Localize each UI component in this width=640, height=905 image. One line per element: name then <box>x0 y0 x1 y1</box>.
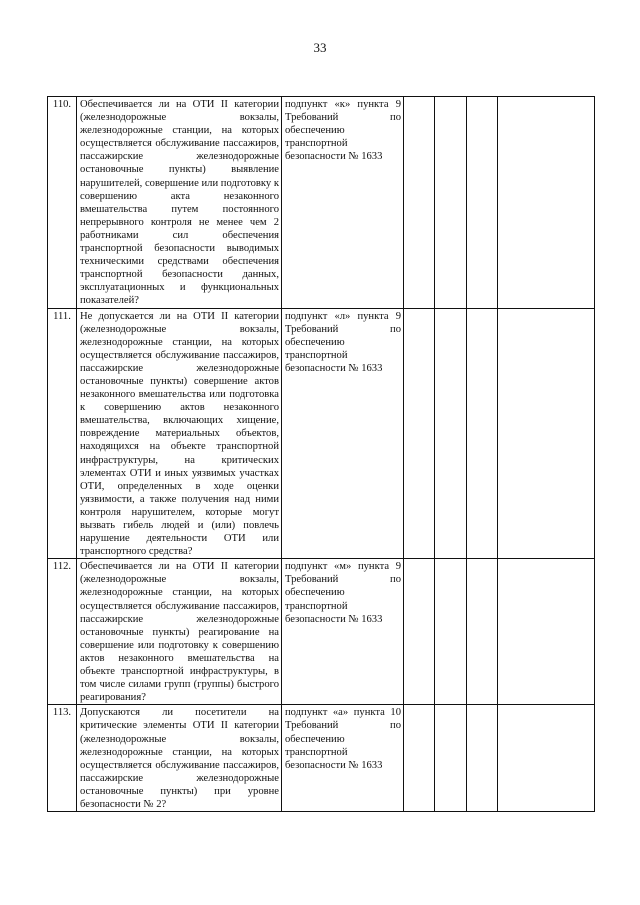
row-number-cell: 111. <box>48 308 77 559</box>
empty-cell[interactable] <box>498 308 595 559</box>
empty-cell[interactable] <box>404 308 435 559</box>
reference-cell <box>282 97 404 309</box>
empty-cell[interactable] <box>498 97 595 309</box>
table-row <box>48 559 595 705</box>
question-text: Обеспечивается ли на ОТИ II категории (железнодорожные вокзалы, железнодорожные станции, на которых осуществляется обслуживание пассажиров, пассажирские железнодорожные остановочные пункты) реагирование на совершение или подготовку к совершению актов незаконного вмешательства на объекте транспортной инфраструктуры, в том числе силами групп (группы) быстрого реагирования? <box>80 561 279 704</box>
table-row <box>48 308 595 559</box>
checklist-table <box>47 96 595 812</box>
empty-cell[interactable] <box>435 559 467 705</box>
reference-cell <box>282 705 404 812</box>
empty-cell[interactable] <box>435 308 467 559</box>
empty-cell[interactable] <box>404 705 435 812</box>
question-text: Допускаются ли посетители на критические элементы ОТИ II категории (железнодорожные вокзалы, железнодорожные станции, на которых осуществляется обслуживание пассажиров, пассажирские железнодорожные остановочные пункты) при уровне безопасности № 2? <box>80 707 279 810</box>
question-cell <box>77 308 282 559</box>
empty-cell[interactable] <box>435 705 467 812</box>
question-cell <box>77 705 282 812</box>
empty-cell[interactable] <box>404 559 435 705</box>
question-cell <box>77 97 282 309</box>
reference-cell <box>282 559 404 705</box>
empty-cell[interactable] <box>467 97 498 309</box>
table-row <box>48 97 595 309</box>
empty-cell[interactable] <box>435 97 467 309</box>
reference-text: подпункт «а» пункта 10 Требований по обеспечению транспортной безопасности № 1633 <box>285 707 401 771</box>
page-number: 33 <box>313 40 327 55</box>
reference-text: подпункт «к» пункта 9 Требований по обеспечению транспортной безопасности № 1633 <box>285 99 401 163</box>
reference-text: подпункт «л» пункта 9 Требований по обеспечению транспортной безопасности № 1633 <box>285 310 401 374</box>
empty-cell[interactable] <box>467 705 498 812</box>
question-text: Обеспечивается ли на ОТИ II категории (железнодорожные вокзалы, железнодорожные станции, на которых осуществляется обслуживание пассажиров, пассажирские железнодорожные остановочные пункты) выявление нарушителей, совершение или подготовку к совершению акта незаконного вмешательства путем постоянного непрерывного контроля не менее чем 2 работниками сил обеспечения транспортной безопасности выводимых техническими средствами обеспечения транспортной безопасности данных, эксплуатационных и функциональных показателей? <box>80 99 279 307</box>
empty-cell[interactable] <box>404 97 435 309</box>
question-text: Не допускается ли на ОТИ II категории (железнодорожные вокзалы, железнодорожные станции, на которых осуществляется обслуживание пассажиров, пассажирские железнодорожные остановочные пункты) совершение актов незаконного вмешательства или подготовка к совершению актов незаконного вмешательства, включающих хищение, повреждение материальных объектов, находящихся на объекте транспортной инфраструктуры, на критических элементах ОТИ и иных уязвимых участках ОТИ, определенных в ходе оценки уязвимости, а также получения над ними контроля нарушителем, которые могут вызвать гибель людей и (или) повлечь нарушение деятельности ОТИ или транспортного средства? <box>80 310 279 558</box>
row-number-cell: 112. <box>48 559 77 705</box>
reference-cell <box>282 308 404 559</box>
empty-cell[interactable] <box>467 559 498 705</box>
table-row <box>48 705 595 812</box>
reference-text: подпункт «м» пункта 9 Требований по обеспечению транспортной безопасности № 1633 <box>285 561 401 625</box>
question-cell <box>77 559 282 705</box>
empty-cell[interactable] <box>498 559 595 705</box>
row-number-cell: 113. <box>48 705 77 812</box>
empty-cell[interactable] <box>498 705 595 812</box>
row-number-cell: 110. <box>48 97 77 309</box>
empty-cell[interactable] <box>467 308 498 559</box>
